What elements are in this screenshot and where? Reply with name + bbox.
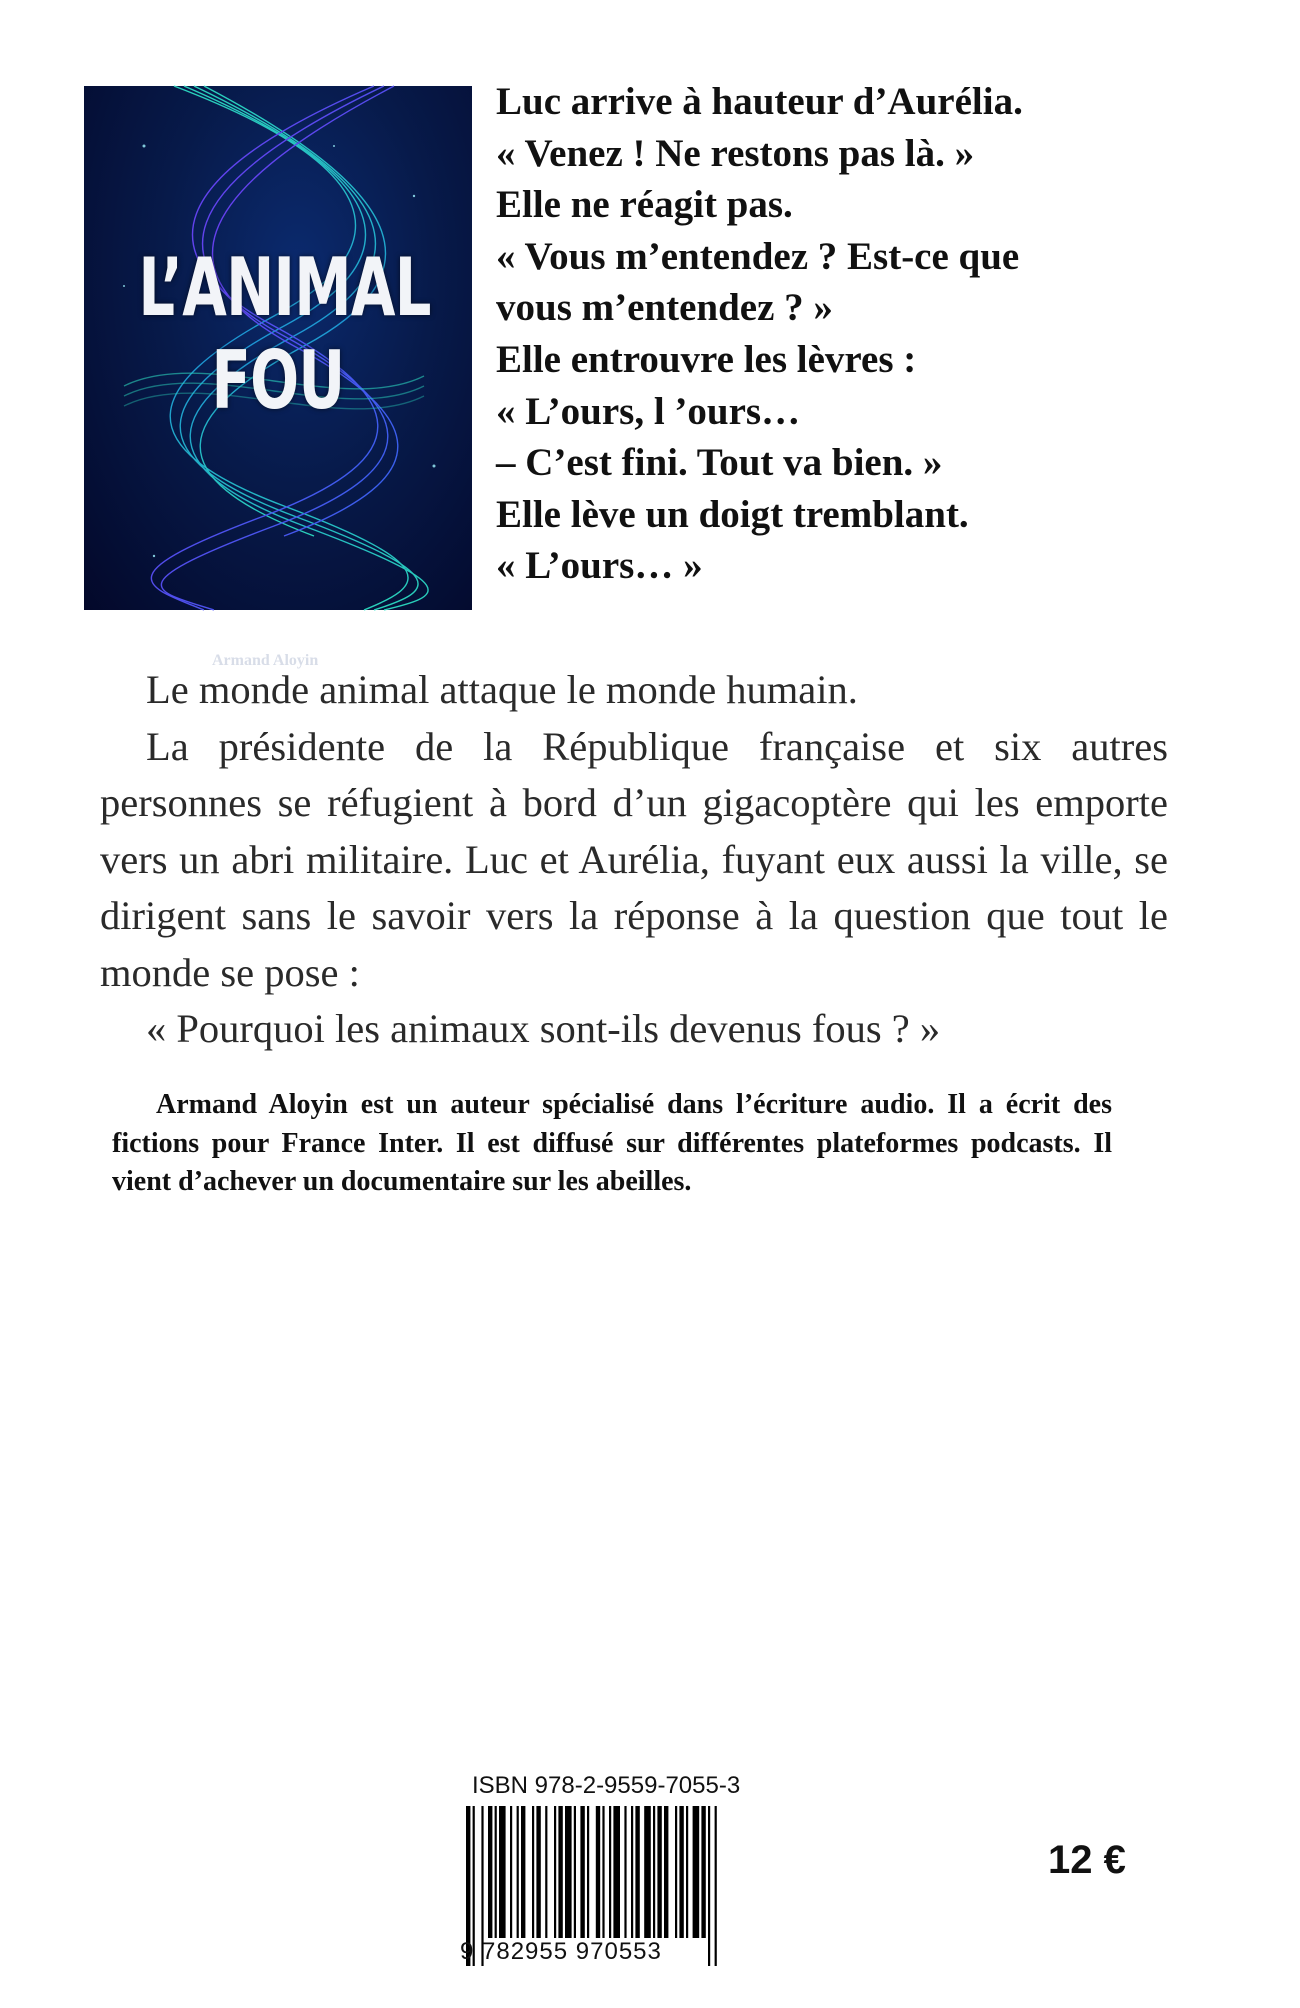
barcode-bar <box>488 1806 492 1938</box>
barcode-bar <box>686 1806 688 1938</box>
excerpt-block <box>496 76 1196 592</box>
barcode-bar <box>715 1806 717 1966</box>
excerpt-line: « L’ours, l ’ours… <box>496 389 801 433</box>
excerpt-line: vous m’entendez ? » <box>496 286 833 330</box>
cover-title-line2: FOU <box>211 334 345 427</box>
synopsis <box>100 662 1168 1058</box>
price: 12 € <box>1048 1838 1126 1882</box>
isbn-label: ISBN 978-2-9559-7055-3 <box>472 1772 741 1799</box>
barcode-bar <box>701 1806 705 1938</box>
excerpt-line: Elle entrouvre les lèvres : <box>496 337 917 381</box>
barcode-bar <box>521 1806 525 1938</box>
cover-title-line1: L’ANIMAL <box>138 241 431 334</box>
barcode-bar <box>510 1806 512 1938</box>
barcode-bar <box>554 1806 556 1938</box>
book-cover-image <box>84 86 472 669</box>
excerpt-line: – C’est fini. Tout va bien. » <box>496 441 943 485</box>
barcode-bar <box>664 1806 668 1938</box>
barcode-bar <box>602 1806 604 1938</box>
barcode-digits: 9 782955 970553 <box>460 1938 662 1965</box>
barcode-bar <box>517 1806 519 1938</box>
barcode-bar <box>596 1806 600 1938</box>
excerpt-line: Elle lève un doigt tremblant. <box>496 492 969 536</box>
barcode-bar <box>679 1806 683 1938</box>
barcode-bar <box>545 1806 547 1938</box>
synopsis-paragraph: Le monde animal attaque le monde humain. <box>146 667 858 712</box>
barcode-bar <box>653 1806 655 1938</box>
excerpt-line: « L’ours… » <box>496 544 703 588</box>
barcode-bar <box>558 1806 562 1938</box>
excerpt-line: « Vous m’entendez ? Est-ce que <box>496 234 1020 278</box>
barcode-bar <box>613 1806 620 1938</box>
author-bio-text: Armand Aloyin est un auteur spécialisé dans l’écriture audio. Il a écrit des fictions pour France Inter. Il est diffusé sur différentes plateformes podcasts. Il vient d’achever un documentaire sur les abeilles. <box>112 1089 1112 1197</box>
barcode-bar <box>495 1806 497 1938</box>
synopsis-paragraph: « Pourquoi les animaux sont-ils devenus fous ? » <box>146 1006 941 1051</box>
barcode-bar <box>580 1806 584 1938</box>
excerpt-line: Elle ne réagit pas. <box>496 183 793 227</box>
cover-author: Armand Aloyin <box>212 652 319 669</box>
barcode-bar <box>624 1806 626 1938</box>
excerpt-line: Luc arrive à hauteur d’Aurélia. <box>496 80 1023 123</box>
barcode-bar <box>708 1806 710 1966</box>
excerpt-line: « Venez ! Ne restons pas là. » <box>496 131 975 175</box>
barcode-bar <box>536 1806 540 1938</box>
barcode-bar <box>499 1806 506 1938</box>
author-bio <box>112 1086 1112 1202</box>
barcode-bar <box>587 1806 589 1938</box>
barcode-bar <box>532 1806 534 1938</box>
barcode-bar <box>693 1806 700 1938</box>
synopsis-paragraph: La présidente de la République française et six autres personnes se réfugient à bord d’un gigacoptère qui les emporte vers un abri militaire. Luc et Aurélia, fuyant eux aussi la ville, se dirigent sans le savoir vers la réponse à la question que tout le monde se pose : <box>100 723 1168 995</box>
barcode-bar <box>644 1806 651 1938</box>
barcode-bar <box>565 1806 572 1938</box>
barcode-bar <box>574 1806 576 1938</box>
barcode-bar <box>609 1806 611 1938</box>
barcode-bar <box>657 1806 661 1938</box>
barcode-bar <box>631 1806 633 1938</box>
barcode-bar <box>635 1806 639 1938</box>
barcode-bar <box>675 1806 677 1938</box>
